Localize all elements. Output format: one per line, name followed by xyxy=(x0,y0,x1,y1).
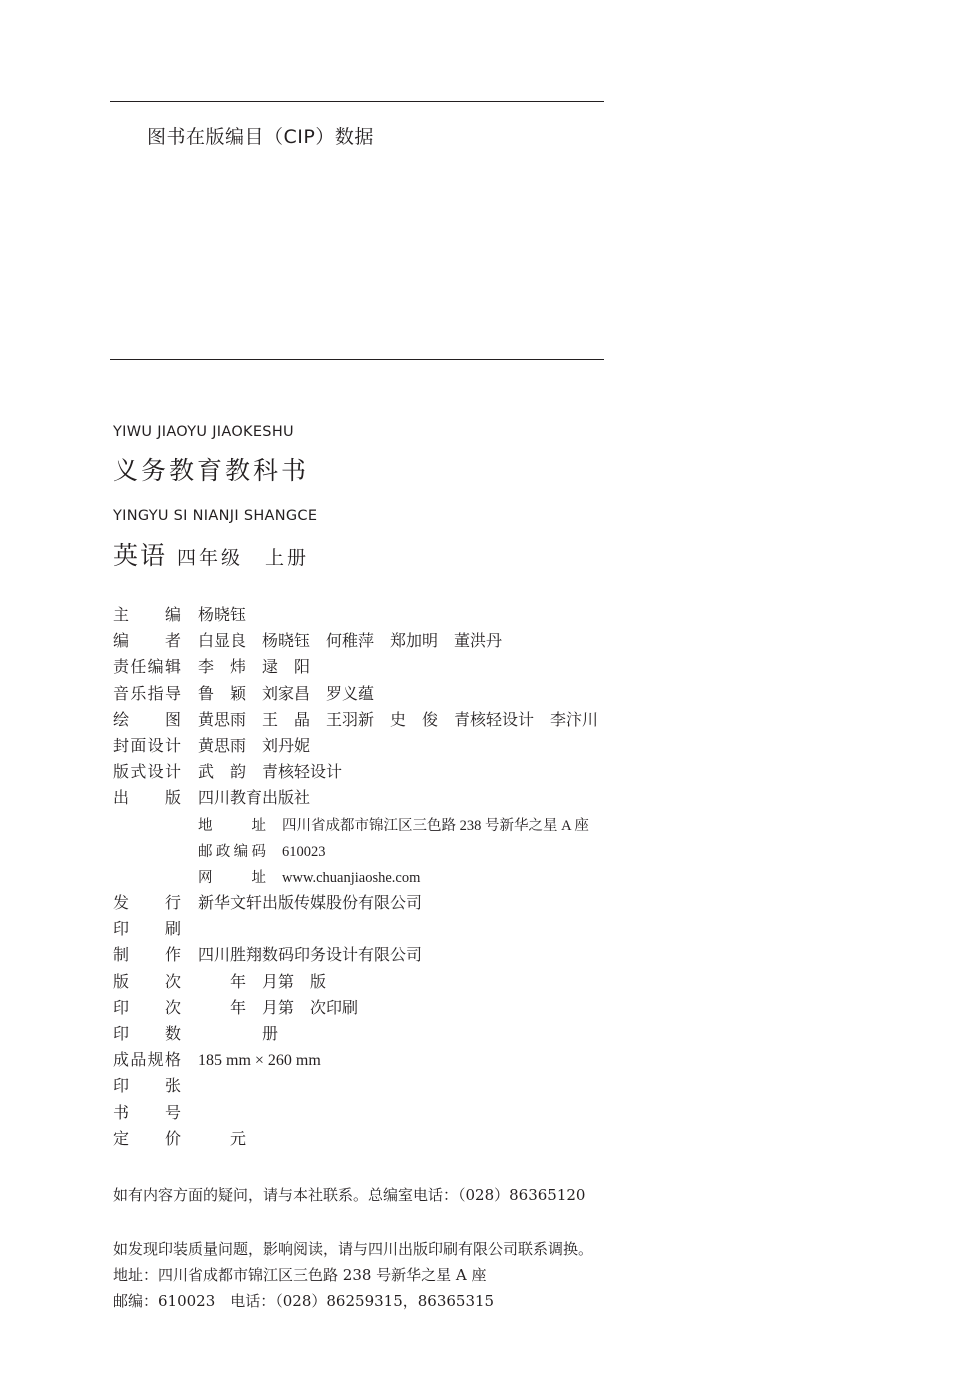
publisher-value: www.chuanjiaoshe.com xyxy=(282,869,421,886)
book-pinyin: YINGYU SI NIANJI SHANGCE xyxy=(113,508,318,524)
publisher-value: 四川省成都市锦江区三色路 238 号新华之星 A 座 xyxy=(282,817,589,834)
content-query-note: 如有内容方面的疑问，请与本社联系。总编室电话：（028）86365120 xyxy=(113,1186,586,1204)
production-row xyxy=(113,1074,598,1100)
credit-row xyxy=(113,629,598,655)
production-row xyxy=(113,943,598,969)
credit-label: 封面设计 xyxy=(113,737,181,755)
print-quality-note: 如发现印装质量问题，影响阅读，请与四川出版印刷有限公司联系调换。 xyxy=(113,1240,594,1258)
series-title: 义务教育教科书 xyxy=(113,456,310,485)
production-row xyxy=(113,1048,598,1074)
credit-value: 李 炜 逯 阳 xyxy=(198,659,311,677)
credit-value: 武 韵 青核轻设计 xyxy=(198,764,343,782)
credit-label: 编者 xyxy=(113,633,181,651)
credit-row xyxy=(113,682,598,708)
production-value: 元 xyxy=(198,1130,247,1148)
credit-label: 绘图 xyxy=(113,711,181,729)
credit-label: 主编 xyxy=(113,607,181,624)
production-label: 制作 xyxy=(113,947,181,965)
production-label: 成品规格 xyxy=(113,1052,181,1070)
credit-label: 音乐指导 xyxy=(113,685,181,703)
book-subtitle: 四年级 上册 xyxy=(177,547,310,569)
production-label: 印次 xyxy=(113,999,181,1017)
production-label: 印数 xyxy=(113,1026,181,1043)
book-title-line xyxy=(113,536,309,572)
credit-value: 白显良 杨晓钰 何稚萍 郑加明 董洪丹 xyxy=(198,633,503,651)
series-pinyin: YIWU JIAOYU JIAOKESHU xyxy=(113,424,294,440)
publisher-value: 610023 xyxy=(282,843,326,860)
credit-value: 杨晓钰 xyxy=(198,607,247,624)
cip-bottom-rule xyxy=(110,359,604,360)
credit-label: 责任编辑 xyxy=(113,659,181,677)
address-note: 地址：四川省成都市锦江区三色路 238 号新华之星 A 座 xyxy=(113,1266,487,1284)
production-value: 册 xyxy=(198,1026,279,1043)
credit-value: 鲁 颖 刘家昌 罗义蕴 xyxy=(198,685,375,703)
book-title: 英语 xyxy=(113,541,168,570)
notes-block xyxy=(113,1182,593,1314)
cip-top-rule xyxy=(110,101,604,102)
publisher-row xyxy=(113,813,598,839)
credit-value: 四川教育出版社 xyxy=(198,790,311,808)
production-row xyxy=(113,891,598,917)
production-label: 书号 xyxy=(113,1104,181,1122)
production-label: 版次 xyxy=(113,973,181,991)
production-row xyxy=(113,970,598,996)
credit-row xyxy=(113,760,598,786)
cip-title: 图书在版编目（CIP）数据 xyxy=(147,126,374,148)
production-row xyxy=(113,1022,598,1048)
credit-row xyxy=(113,708,598,734)
production-label: 印刷 xyxy=(113,921,181,939)
production-value: 年 月第 版 xyxy=(198,973,327,991)
credit-row xyxy=(113,734,598,760)
publisher-label: 邮政编码 xyxy=(198,843,266,860)
credit-row xyxy=(113,786,598,812)
publisher-label: 网址 xyxy=(198,869,266,886)
credits-block xyxy=(113,603,598,1153)
production-row xyxy=(113,1101,598,1127)
production-label: 定价 xyxy=(113,1130,181,1148)
contact-note: 邮编：610023 电话：（028）86259315，86365315 xyxy=(113,1292,495,1310)
production-label: 发行 xyxy=(113,895,181,913)
production-value: 年 月第 次印刷 xyxy=(198,999,359,1017)
production-value: 新华文轩出版传媒股份有限公司 xyxy=(198,895,423,913)
credit-row xyxy=(113,655,598,681)
publisher-row xyxy=(113,865,598,891)
production-row xyxy=(113,917,598,943)
credit-row xyxy=(113,603,598,629)
production-label: 印张 xyxy=(113,1078,181,1096)
credit-value: 黄思雨 刘丹妮 xyxy=(198,737,311,755)
credit-value: 黄思雨 王 晶 王羽新 史 俊 青核轻设计 李汴川 xyxy=(198,711,599,729)
credit-label: 版式设计 xyxy=(113,764,181,782)
production-value: 四川胜翔数码印务设计有限公司 xyxy=(198,947,423,965)
production-row xyxy=(113,1127,598,1153)
credit-label: 出版 xyxy=(113,790,181,808)
production-row xyxy=(113,996,598,1022)
production-value: 185 mm × 260 mm xyxy=(198,1052,321,1070)
publisher-row xyxy=(113,839,598,865)
publisher-label: 地址 xyxy=(198,817,266,834)
